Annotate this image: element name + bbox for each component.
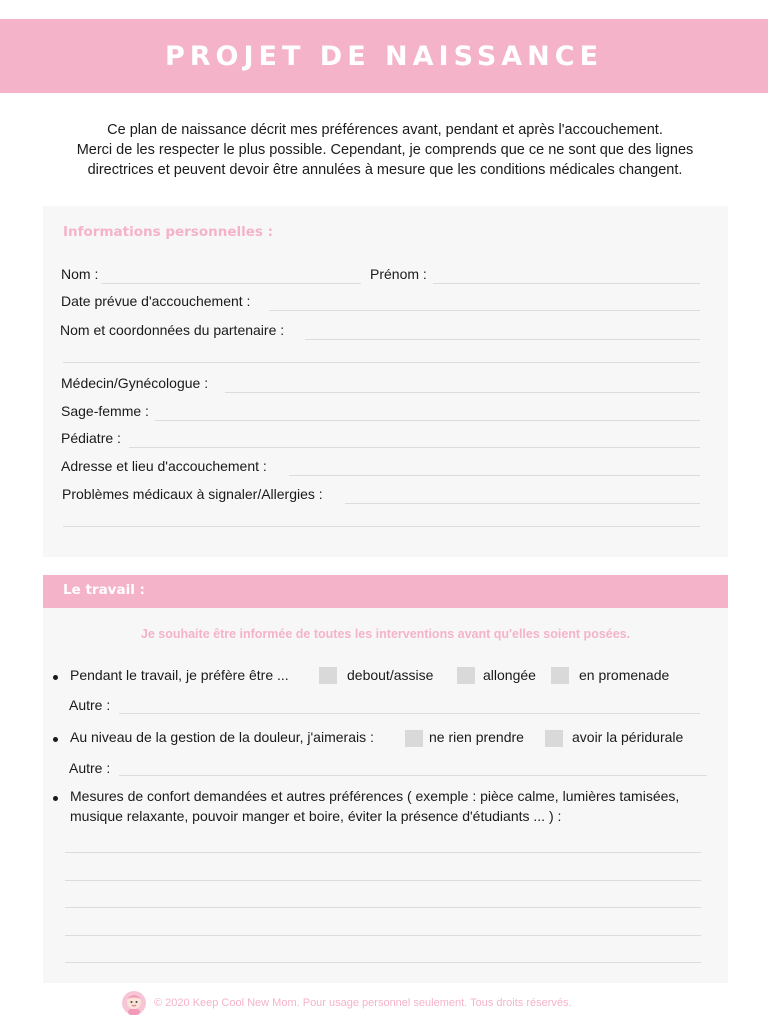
- q3-label-line1: Mesures de confort demandées et autres préférences ( exemple : pièce calme, lumières tamisées,: [70, 788, 680, 804]
- travail-title: Le travail :: [63, 582, 145, 598]
- bullet-dot: [53, 737, 58, 742]
- autre1-label: Autre :: [69, 697, 111, 713]
- partenaire-field-line2[interactable]: [63, 362, 700, 363]
- personal-info-section: [43, 206, 728, 557]
- partenaire-label: Nom et coordonnées du partenaire :: [60, 322, 285, 338]
- checkbox-debout[interactable]: [319, 667, 337, 684]
- nom-label: Nom :: [61, 266, 99, 282]
- nom-field[interactable]: [101, 283, 361, 284]
- pediatre-field[interactable]: [129, 447, 700, 448]
- date-label: Date prévue d'accouchement :: [61, 293, 251, 309]
- q1-option-promenade: en promenade: [579, 667, 670, 683]
- checkbox-rien-prendre[interactable]: [405, 730, 423, 747]
- problemes-field[interactable]: [345, 503, 700, 504]
- travail-section: [43, 575, 728, 983]
- baby-mascot-icon: [120, 990, 148, 1016]
- page-title: PROJET DE NAISSANCE: [164, 40, 604, 72]
- intro-line: Merci de les respecter le plus possible. Cependant, je comprends que ce ne sont que des lignes: [76, 142, 694, 158]
- q2-option-rien: ne rien prendre: [429, 729, 524, 745]
- q3-field-line[interactable]: [65, 852, 701, 853]
- q3-field-line[interactable]: [65, 962, 701, 963]
- autre2-field[interactable]: [119, 775, 707, 776]
- q3-field-line[interactable]: [65, 880, 701, 881]
- q3-field-line[interactable]: [65, 935, 701, 936]
- prenom-label: Prénom :: [370, 266, 427, 282]
- medecin-field[interactable]: [225, 392, 700, 393]
- intro-line: directrices et peuvent devoir être annulées à mesure que les conditions médicales changent.: [87, 162, 683, 178]
- footer: [120, 990, 660, 1016]
- checkbox-peridurale[interactable]: [545, 730, 563, 747]
- medecin-label: Médecin/Gynécologue :: [61, 375, 209, 391]
- adresse-label: Adresse et lieu d'accouchement :: [61, 458, 267, 474]
- autre2-label: Autre :: [69, 760, 111, 776]
- checkbox-promenade[interactable]: [551, 667, 569, 684]
- pediatre-label: Pédiatre :: [61, 430, 121, 446]
- q1-option-debout: debout/assise: [347, 667, 434, 683]
- header-banner: [0, 19, 768, 93]
- checkbox-allongee[interactable]: [457, 667, 475, 684]
- sagefemme-label: Sage-femme :: [61, 403, 149, 419]
- problemes-field-line2[interactable]: [63, 526, 700, 527]
- q2-label: Au niveau de la gestion de la douleur, j'aimerais :: [70, 729, 374, 745]
- interventions-note: Je souhaite être informée de toutes les interventions avant qu'elles soient posées.: [140, 627, 631, 641]
- bullet-dot: [53, 796, 58, 801]
- q3-field-line[interactable]: [65, 907, 701, 908]
- q2-option-peridurale: avoir la péridurale: [572, 729, 684, 745]
- intro-line: Ce plan de naissance décrit mes préférences avant, pendant et après l'accouchement.: [107, 122, 663, 138]
- prenom-field[interactable]: [433, 283, 700, 284]
- problemes-label: Problèmes médicaux à signaler/Allergies :: [62, 486, 323, 502]
- sagefemme-field[interactable]: [155, 420, 700, 421]
- bullet-dot: [53, 675, 58, 680]
- travail-header-band: [43, 575, 728, 608]
- partenaire-field[interactable]: [305, 339, 700, 340]
- adresse-field[interactable]: [289, 475, 700, 476]
- date-field[interactable]: [269, 310, 700, 311]
- intro-paragraph: [40, 120, 730, 180]
- q1-option-allongee: allongée: [483, 667, 536, 683]
- autre1-field[interactable]: [119, 713, 700, 714]
- personal-info-title: Informations personnelles :: [63, 224, 274, 240]
- q1-label: Pendant le travail, je préfère être ...: [70, 667, 289, 683]
- copyright-text: © 2020 Keep Cool New Mom. Pour usage personnel seulement. Tous droits réservés.: [154, 997, 572, 1009]
- q3-label-line2: musique relaxante, pouvoir manger et boire, éviter la présence d'étudiants ... ) :: [70, 808, 562, 824]
